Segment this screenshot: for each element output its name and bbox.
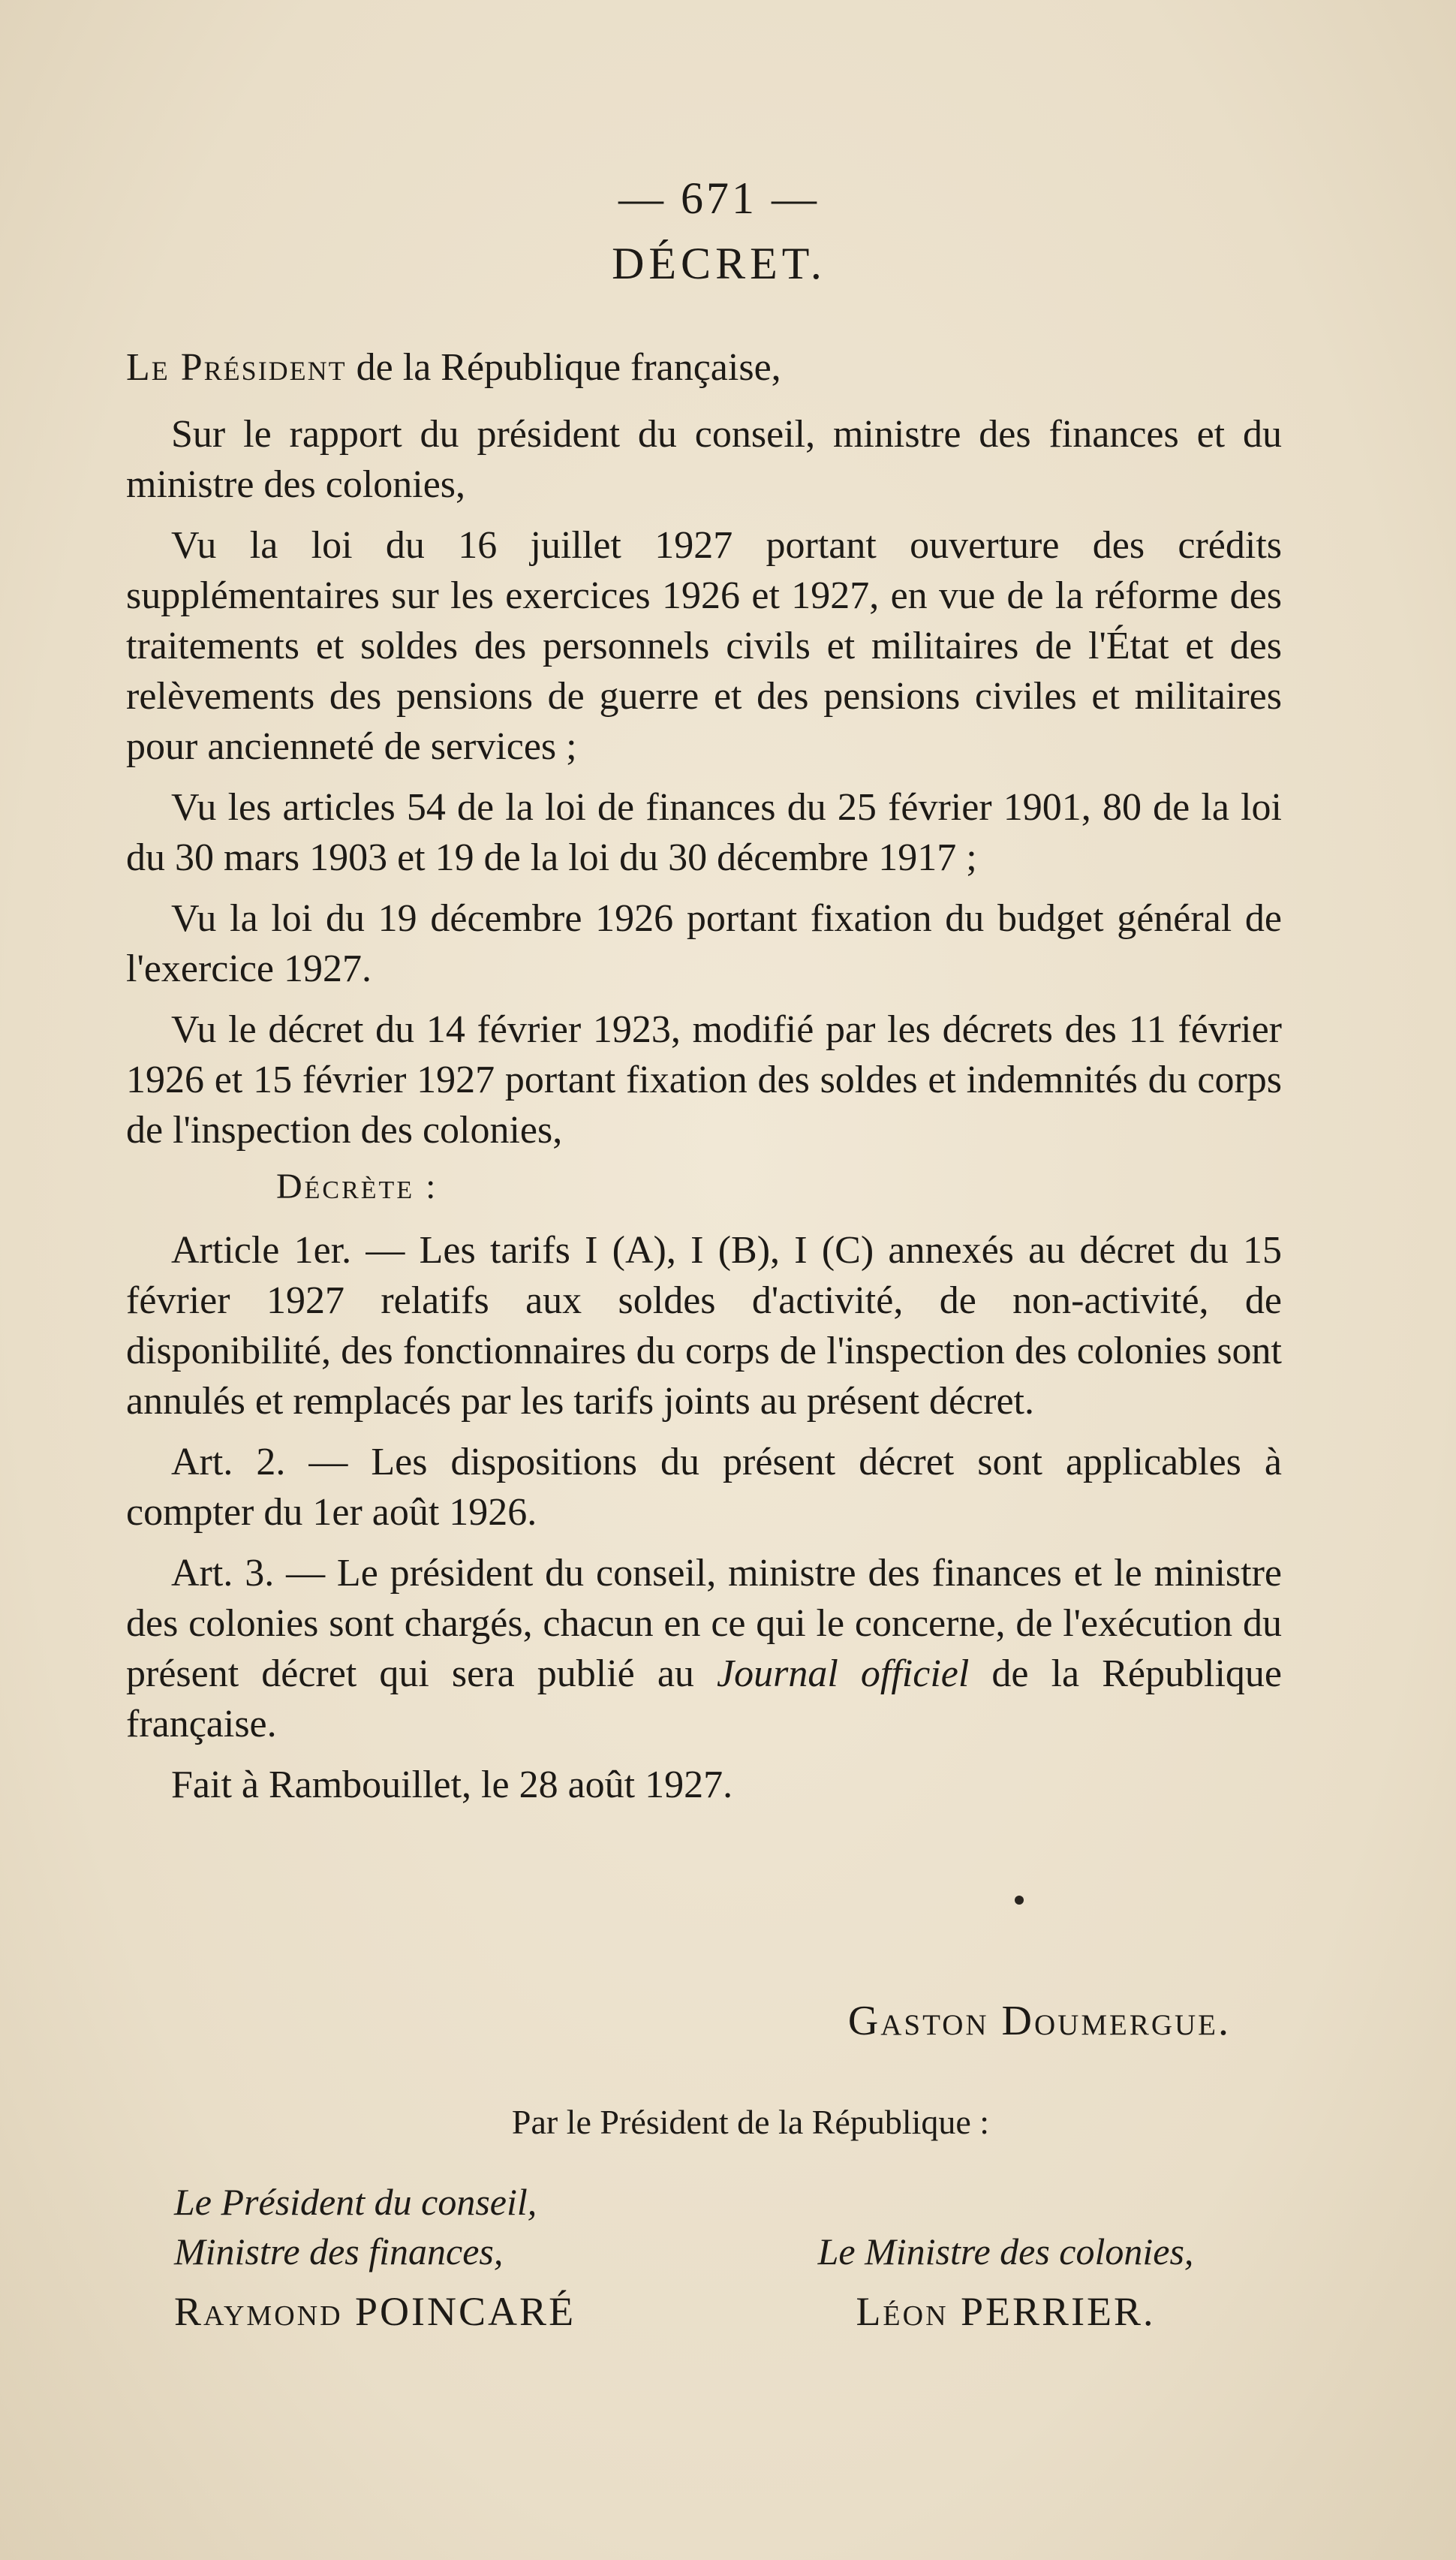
paragraph-vu-loi-1927: Vu la loi du 16 juillet 1927 portant ouverture des crédits supplémentaires sur les exercices 1926 et 1927, en vue de la réforme des traitements et soldes des personnels civils et militaires de l'État et des relèvements des pensions de guerre et des pensions civiles et militaires pour ancienneté de services ; <box>126 524 1282 768</box>
decree-body <box>126 173 1282 1821</box>
journal-officiel: Journal officiel <box>717 1652 970 1695</box>
fait-a: Fait à Rambouillet, le 28 août 1927. <box>171 1763 733 1806</box>
left-name: Raymond POINCARÉ <box>174 2289 576 2334</box>
paragraph-vu-decret: Vu le décret du 14 février 1923, modifié par les décrets des 11 février 1926 et 15 février 1927 portant fixation des soldes et indemnités du corps de l'inspection des colonies, <box>126 1008 1282 1152</box>
paragraph-vu-loi-1926: Vu la loi du 19 décembre 1926 portant fixation du budget général de l'exercice 1927. <box>126 897 1282 990</box>
left-title-2: Ministre des finances, <box>174 2230 504 2272</box>
opening-line <box>126 342 1282 393</box>
decrete-heading: Décrète : <box>276 1167 438 1206</box>
article-1: Article 1er. — Les tarifs I (A), I (B), I (C) annexés au décret du 15 février 1927 relatifs aux soldes d'activité, de non-activité, de disponibilité, des fonctionnaires du corps de l'inspection des colonies sont annulés et remplacés par les tarifs joints au présent décret. <box>126 1229 1282 1423</box>
article-2: Art. 2. — Les dispositions du présent décret sont applicables à compter du 1er août 1926. <box>126 1441 1282 1534</box>
ink-dot <box>1015 1896 1024 1905</box>
paragraph-vu-articles: Vu les articles 54 de la loi de finances du 25 février 1901, 80 de la loi du 30 mars 1903 et 19 de la loi du 30 décembre 1917 ; <box>126 786 1282 879</box>
left-title-1: Le Président du conseil, <box>174 2181 537 2223</box>
article-3-end: de la République française. <box>126 1652 1282 1745</box>
right-name: Léon PERRIER. <box>856 2289 1156 2334</box>
opening-prefix: Le Président <box>126 346 347 389</box>
par-le-president: Par le Président de la République : <box>511 2103 990 2141</box>
paragraph-rapport: Sur le rapport du président du conseil, ministre des finances et du ministre des colonies, <box>126 413 1282 506</box>
page-number: — 671 — <box>618 173 820 223</box>
decree-title: DÉCRET. <box>612 239 826 288</box>
signature-left <box>174 2177 699 2336</box>
article-3-text: Art. 3. — Le président du conseil, ministre des finances et le ministre des colonies sont chargés, chacun en ce qui le concerne, de l'exécution du présent décret qui sera publié au <box>126 1552 1282 1695</box>
right-title: Le Ministre des colonies, <box>817 2230 1194 2272</box>
president-signature: Gaston Doumergue. <box>847 1998 1231 2044</box>
article-3 <box>126 1548 1282 1749</box>
opening-rest: de la République française, <box>346 346 781 389</box>
signature-right <box>743 2227 1268 2336</box>
